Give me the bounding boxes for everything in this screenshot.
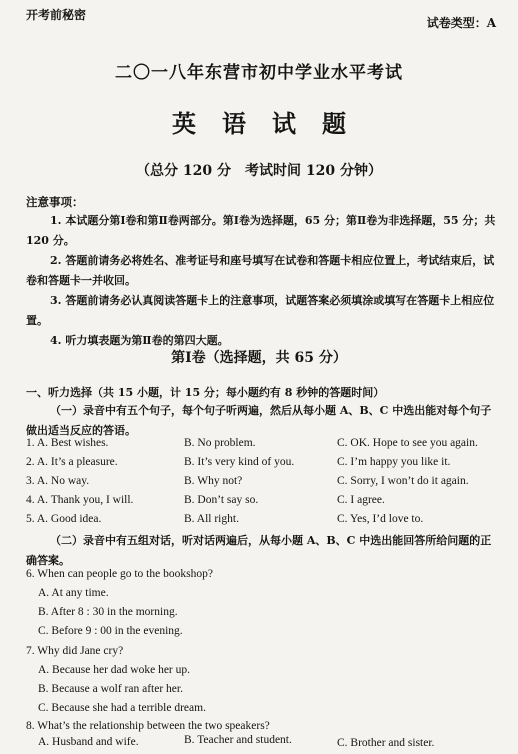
- note-item: 2. 答题前请务必将姓名、准考证号和座号填写在试卷和答题卡相应位置上，考试结束后，试卷和答题卡一并收回。: [26, 254, 495, 287]
- question-option: B. Because a wolf ran after her.: [38, 683, 183, 695]
- question-row: 2. A. It’s a pleasure. B. It’s very kind of you. C. I’m happy you like it.: [26, 456, 451, 468]
- confidential-label: 开考前秘密: [26, 8, 87, 22]
- instructions-b: （二）录音中有五组对话，听对话两遍后，从每小题 A、B、C 中选出能回答所给问题的正确答案。: [26, 534, 492, 567]
- exam-title: 二〇一八年东营市初中学业水平考试: [115, 63, 403, 83]
- question-row: A. Husband and wife. B. Teacher and student. C. Brother and sister.: [38, 734, 435, 749]
- instructions-a: （一）录音中有五个句子，每个句子听两遍，然后从每小题 A、B、C 中选出能对每个句子做出适当反应的答语。: [26, 404, 492, 437]
- subject-title: 英语试题: [172, 109, 372, 138]
- question-option: C. Before 9 : 00 in the evening.: [38, 625, 183, 637]
- notes-list: [26, 211, 498, 351]
- question-stem: 7. Why did Jane cry?: [26, 645, 124, 657]
- question-stem: 6. When can people go to the bookshop?: [26, 568, 213, 580]
- question-option: C. Because she had a terrible dream.: [38, 702, 206, 714]
- question-row: 4. A. Thank you, I will. B. Don’t say so. C. I agree.: [26, 494, 385, 506]
- question-row: 5. A. Good idea. B. All right. C. Yes, I’d love to.: [26, 513, 424, 525]
- question-option: A. Because her dad woke her up.: [38, 664, 190, 676]
- question-option: A. At any time.: [38, 587, 109, 599]
- note-item: 4. 听力填表题为第Ⅱ卷的第四大题。: [50, 334, 229, 347]
- paper-type-label: 试卷类型：A: [426, 16, 496, 30]
- section-title: 一、听力选择（共 15 小题，计 15 分；每小题约有 8 秒钟的答题时间）: [26, 386, 385, 399]
- note-item: 1. 本试题分第Ⅰ卷和第Ⅱ卷两部分。第Ⅰ卷为选择题，65 分；第Ⅱ卷为非选择题，55 分；共 120 分。: [26, 214, 496, 247]
- notes-title: 注意事项：: [26, 195, 84, 209]
- question-row: 1. A. Best wishes. B. No problem. C. OK. Hope to see you again.: [26, 437, 478, 449]
- note-item: 3. 答题前请务必认真阅读答题卡上的注意事项，试题答案必须填涂或填写在答题卡上相应位置。: [26, 294, 495, 327]
- question-option: B. After 8 : 30 in the morning.: [38, 606, 178, 618]
- exam-meta: （总分 120 分 考试时间 120 分钟）: [136, 163, 382, 179]
- question-stem: 8. What’s the relationship between the two speakers?: [26, 720, 270, 732]
- question-row: 3. A. No way. B. Why not? C. Sorry, I won’t do it again.: [26, 475, 469, 487]
- part-one-title: 第Ⅰ卷（选择题，共 65 分）: [171, 350, 347, 366]
